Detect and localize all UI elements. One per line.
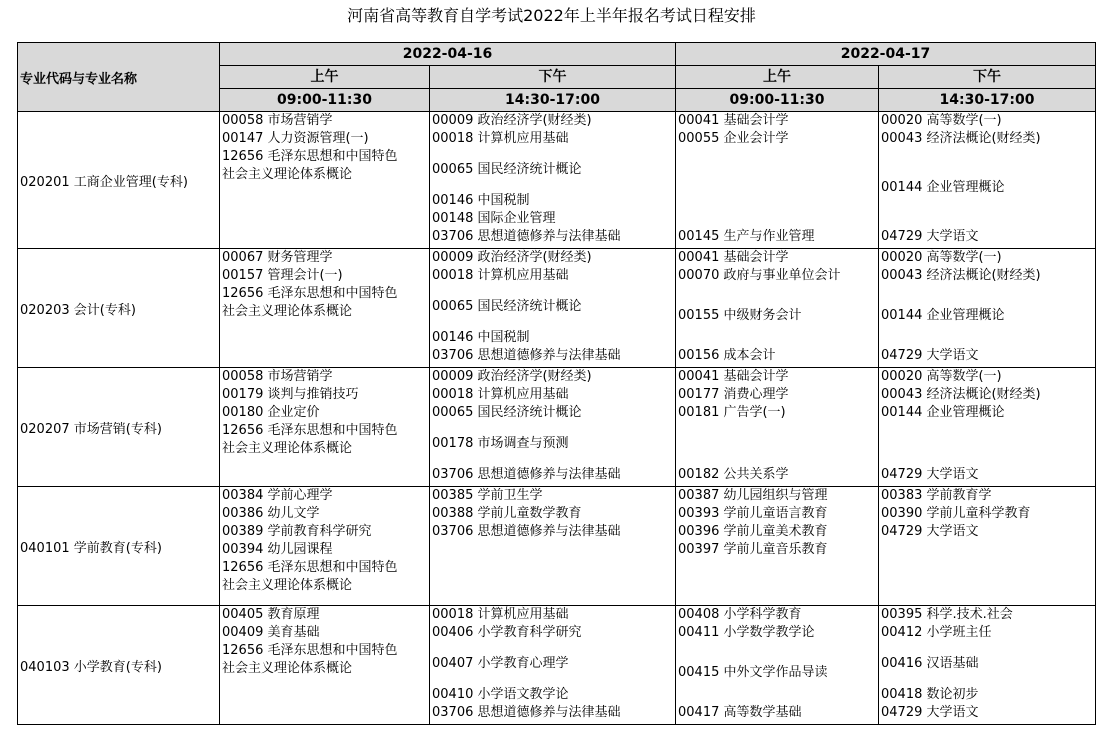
exam-cell-content bbox=[220, 487, 429, 603]
table-row bbox=[18, 249, 1096, 368]
exam-cell-content bbox=[879, 487, 1095, 603]
major-name: 020201 工商企业管理(专科) bbox=[18, 112, 220, 249]
exam-cell-content bbox=[879, 368, 1095, 484]
course-item: 00384 学前心理学 bbox=[222, 488, 333, 503]
exam-cell bbox=[430, 487, 676, 606]
course-group bbox=[222, 368, 429, 458]
course-item: 00043 经济法概论(财经类) bbox=[881, 268, 1041, 283]
course-item: 00041 基础会计学 bbox=[678, 250, 789, 265]
course-group bbox=[881, 655, 1095, 673]
exam-cell-content bbox=[676, 487, 878, 603]
course-item: 00156 成本会计 bbox=[678, 348, 776, 363]
time-header: 09:00-11:30 bbox=[220, 89, 430, 112]
course-group bbox=[678, 466, 878, 484]
course-group bbox=[678, 347, 878, 365]
course-group bbox=[432, 298, 675, 316]
exam-cell-content bbox=[220, 606, 429, 722]
date-header: 2022-04-16 bbox=[220, 43, 676, 66]
course-group bbox=[881, 466, 1095, 484]
course-group bbox=[881, 112, 1095, 148]
course-item: 00395 科学.技术.社会 bbox=[881, 607, 1013, 622]
course-item: 00067 财务管理学 bbox=[222, 250, 333, 265]
exam-cell bbox=[220, 112, 430, 249]
course-item: 12656 毛泽东思想和中国特色 bbox=[222, 423, 398, 438]
course-item: 00390 学前儿童科学教育 bbox=[881, 506, 1031, 521]
table-row bbox=[18, 606, 1096, 725]
course-item: 00020 高等数学(一) bbox=[881, 250, 1002, 265]
exam-cell-content bbox=[220, 249, 429, 365]
time-header: 09:00-11:30 bbox=[676, 89, 879, 112]
course-item: 00405 教育原理 bbox=[222, 607, 320, 622]
course-item: 00146 中国税制 bbox=[432, 193, 530, 208]
course-item: 00397 学前儿童音乐教育 bbox=[678, 542, 828, 557]
exam-cell-content bbox=[879, 249, 1095, 365]
course-group bbox=[881, 179, 1095, 197]
course-item: 社会主义理论体系概论 bbox=[222, 441, 353, 456]
course-item: 03706 思想道德修养与法律基础 bbox=[432, 524, 621, 539]
schedule-body bbox=[18, 43, 1096, 725]
course-item: 00396 学前儿童美术教育 bbox=[678, 524, 828, 539]
course-item: 00065 国民经济统计概论 bbox=[432, 299, 582, 314]
course-item: 00018 计算机应用基础 bbox=[432, 607, 569, 622]
course-item: 00417 高等数学基础 bbox=[678, 705, 802, 720]
course-item: 00018 计算机应用基础 bbox=[432, 268, 569, 283]
course-item: 12656 毛泽东思想和中国特色 bbox=[222, 149, 398, 164]
course-item: 04729 大学语文 bbox=[881, 348, 979, 363]
session-header: 上午 bbox=[676, 66, 879, 89]
course-item: 00018 计算机应用基础 bbox=[432, 387, 569, 402]
course-group bbox=[432, 435, 675, 453]
course-item: 00387 幼儿园组织与管理 bbox=[678, 488, 828, 503]
course-item: 00388 学前儿童数学教育 bbox=[432, 506, 582, 521]
course-item: 00009 政治经济学(财经类) bbox=[432, 369, 592, 384]
exam-cell bbox=[220, 487, 430, 606]
course-item: 00418 数论初步 bbox=[881, 687, 979, 702]
course-group bbox=[881, 686, 1095, 722]
course-group bbox=[432, 655, 675, 673]
course-group bbox=[881, 307, 1095, 325]
course-group bbox=[678, 606, 878, 642]
course-item: 00410 小学语文教学论 bbox=[432, 687, 569, 702]
exam-cell-content bbox=[879, 606, 1095, 722]
course-group bbox=[881, 606, 1095, 642]
exam-cell bbox=[430, 606, 676, 725]
course-group bbox=[881, 347, 1095, 365]
course-item: 社会主义理论体系概论 bbox=[222, 661, 353, 676]
course-item: 社会主义理论体系概论 bbox=[222, 578, 353, 593]
course-item: 00009 政治经济学(财经类) bbox=[432, 113, 592, 128]
exam-cell-content bbox=[676, 606, 878, 722]
course-group bbox=[432, 466, 675, 484]
session-header: 下午 bbox=[430, 66, 676, 89]
exam-cell-content bbox=[676, 368, 878, 484]
course-item: 00058 市场营销学 bbox=[222, 369, 333, 384]
course-item: 00009 政治经济学(财经类) bbox=[432, 250, 592, 265]
course-item: 00147 人力资源管理(一) bbox=[222, 131, 369, 146]
time-header: 14:30-17:00 bbox=[430, 89, 676, 112]
course-item: 00412 小学班主任 bbox=[881, 625, 992, 640]
course-group bbox=[678, 228, 878, 246]
course-group bbox=[881, 368, 1095, 422]
course-item: 00065 国民经济统计概论 bbox=[432, 162, 582, 177]
session-header: 上午 bbox=[220, 66, 430, 89]
course-item: 04729 大学语文 bbox=[881, 524, 979, 539]
exam-cell-content bbox=[220, 112, 429, 246]
table-row bbox=[18, 487, 1096, 606]
exam-cell-content bbox=[879, 112, 1095, 246]
course-group bbox=[432, 112, 675, 148]
exam-cell bbox=[676, 112, 879, 249]
course-group bbox=[881, 249, 1095, 285]
course-item: 12656 毛泽东思想和中国特色 bbox=[222, 286, 398, 301]
course-item: 03706 思想道德修养与法律基础 bbox=[432, 705, 621, 720]
exam-cell bbox=[220, 249, 430, 368]
exam-cell-content bbox=[676, 249, 878, 365]
course-item: 00144 企业管理概论 bbox=[881, 308, 1005, 323]
major-name: 040103 小学教育(专科) bbox=[18, 606, 220, 725]
exam-cell bbox=[676, 487, 879, 606]
course-group bbox=[432, 192, 675, 246]
time-header: 14:30-17:00 bbox=[879, 89, 1096, 112]
course-item: 00145 生产与作业管理 bbox=[678, 229, 815, 244]
exam-cell bbox=[430, 249, 676, 368]
course-item: 00065 国民经济统计概论 bbox=[432, 405, 582, 420]
course-group bbox=[432, 161, 675, 179]
course-item: 00389 学前教育科学研究 bbox=[222, 524, 372, 539]
date-header: 2022-04-17 bbox=[676, 43, 1096, 66]
course-item: 04729 大学语文 bbox=[881, 229, 979, 244]
course-item: 00058 市场营销学 bbox=[222, 113, 333, 128]
exam-cell-content bbox=[430, 112, 675, 246]
course-item: 12656 毛泽东思想和中国特色 bbox=[222, 643, 398, 658]
course-item: 00043 经济法概论(财经类) bbox=[881, 387, 1041, 402]
exam-cell bbox=[676, 368, 879, 487]
exam-cell bbox=[430, 368, 676, 487]
exam-cell bbox=[220, 368, 430, 487]
exam-cell bbox=[879, 249, 1096, 368]
course-item: 00155 中级财务会计 bbox=[678, 308, 802, 323]
course-item: 00055 企业会计学 bbox=[678, 131, 789, 146]
exam-cell bbox=[676, 606, 879, 725]
course-group bbox=[678, 664, 878, 682]
course-item: 00406 小学教育科学研究 bbox=[432, 625, 582, 640]
course-group bbox=[678, 249, 878, 285]
course-item: 00043 经济法概论(财经类) bbox=[881, 131, 1041, 146]
course-item: 00144 企业管理概论 bbox=[881, 180, 1005, 195]
course-item: 00415 中外文学作品导读 bbox=[678, 665, 828, 680]
major-name: 040101 学前教育(专科) bbox=[18, 487, 220, 606]
course-item: 00041 基础会计学 bbox=[678, 113, 789, 128]
course-item: 00146 中国税制 bbox=[432, 330, 530, 345]
table-row bbox=[18, 368, 1096, 487]
course-item: 00018 计算机应用基础 bbox=[432, 131, 569, 146]
course-group bbox=[222, 112, 429, 184]
page-title: 河南省高等教育自学考试2022年上半年报名考试日程安排 bbox=[347, 6, 756, 25]
course-item: 社会主义理论体系概论 bbox=[222, 304, 353, 319]
exam-cell bbox=[879, 487, 1096, 606]
course-item: 00144 企业管理概论 bbox=[881, 405, 1005, 420]
major-name: 020203 会计(专科) bbox=[18, 249, 220, 368]
exam-cell bbox=[879, 606, 1096, 725]
course-item: 00416 汉语基础 bbox=[881, 656, 979, 671]
course-group bbox=[222, 249, 429, 321]
course-group bbox=[432, 686, 675, 722]
course-item: 03706 思想道德修养与法律基础 bbox=[432, 348, 621, 363]
course-group bbox=[432, 329, 675, 365]
course-item: 00393 学前儿童语言教育 bbox=[678, 506, 828, 521]
exam-cell-content bbox=[430, 487, 675, 603]
exam-cell bbox=[879, 368, 1096, 487]
course-group bbox=[678, 704, 878, 722]
course-group bbox=[432, 487, 675, 541]
exam-cell-content bbox=[430, 368, 675, 484]
exam-cell bbox=[879, 112, 1096, 249]
exam-cell-content bbox=[676, 112, 878, 246]
course-item: 00409 美育基础 bbox=[222, 625, 320, 640]
session-header: 下午 bbox=[879, 66, 1096, 89]
course-item: 00182 公共关系学 bbox=[678, 467, 789, 482]
course-item: 00385 学前卫生学 bbox=[432, 488, 543, 503]
course-group bbox=[432, 368, 675, 422]
major-name: 020207 市场营销(专科) bbox=[18, 368, 220, 487]
course-item: 00020 高等数学(一) bbox=[881, 369, 1002, 384]
course-group bbox=[678, 307, 878, 325]
course-group bbox=[881, 228, 1095, 246]
course-group bbox=[222, 606, 429, 678]
course-item: 00020 高等数学(一) bbox=[881, 113, 1002, 128]
course-item: 00407 小学教育心理学 bbox=[432, 656, 569, 671]
course-item: 12656 毛泽东思想和中国特色 bbox=[222, 560, 398, 575]
course-item: 04729 大学语文 bbox=[881, 467, 979, 482]
course-group bbox=[678, 368, 878, 422]
course-group bbox=[881, 487, 1095, 541]
course-item: 00411 小学数学教学论 bbox=[678, 625, 815, 640]
table-row bbox=[18, 112, 1096, 249]
course-item: 00178 市场调查与预测 bbox=[432, 436, 569, 451]
course-group bbox=[678, 112, 878, 148]
course-item: 00148 国际企业管理 bbox=[432, 211, 556, 226]
exam-cell bbox=[220, 606, 430, 725]
course-group bbox=[432, 249, 675, 285]
course-group bbox=[222, 487, 429, 595]
course-group bbox=[432, 606, 675, 642]
exam-cell-content bbox=[220, 368, 429, 484]
course-item: 00041 基础会计学 bbox=[678, 369, 789, 384]
course-item: 00180 企业定价 bbox=[222, 405, 320, 420]
course-item: 04729 大学语文 bbox=[881, 705, 979, 720]
exam-cell-content bbox=[430, 249, 675, 365]
course-item: 03706 思想道德修养与法律基础 bbox=[432, 229, 621, 244]
course-item: 00181 广告学(一) bbox=[678, 405, 786, 420]
schedule-table bbox=[17, 42, 1096, 725]
course-item: 00394 幼儿园课程 bbox=[222, 542, 333, 557]
course-item: 00177 消费心理学 bbox=[678, 387, 789, 402]
header-row-dates bbox=[18, 43, 1096, 66]
course-item: 00070 政府与事业单位会计 bbox=[678, 268, 841, 283]
course-item: 00408 小学科学教育 bbox=[678, 607, 802, 622]
exam-cell bbox=[676, 249, 879, 368]
course-item: 03706 思想道德修养与法律基础 bbox=[432, 467, 621, 482]
course-item: 00157 管理会计(一) bbox=[222, 268, 343, 283]
exam-cell-content bbox=[430, 606, 675, 722]
exam-cell bbox=[430, 112, 676, 249]
course-item: 00383 学前教育学 bbox=[881, 488, 992, 503]
course-item: 社会主义理论体系概论 bbox=[222, 167, 353, 182]
course-item: 00386 幼儿文学 bbox=[222, 506, 320, 521]
course-group bbox=[678, 487, 878, 559]
course-item: 00179 谈判与推销技巧 bbox=[222, 387, 359, 402]
major-column-header: 专业代码与专业名称 bbox=[18, 43, 220, 112]
